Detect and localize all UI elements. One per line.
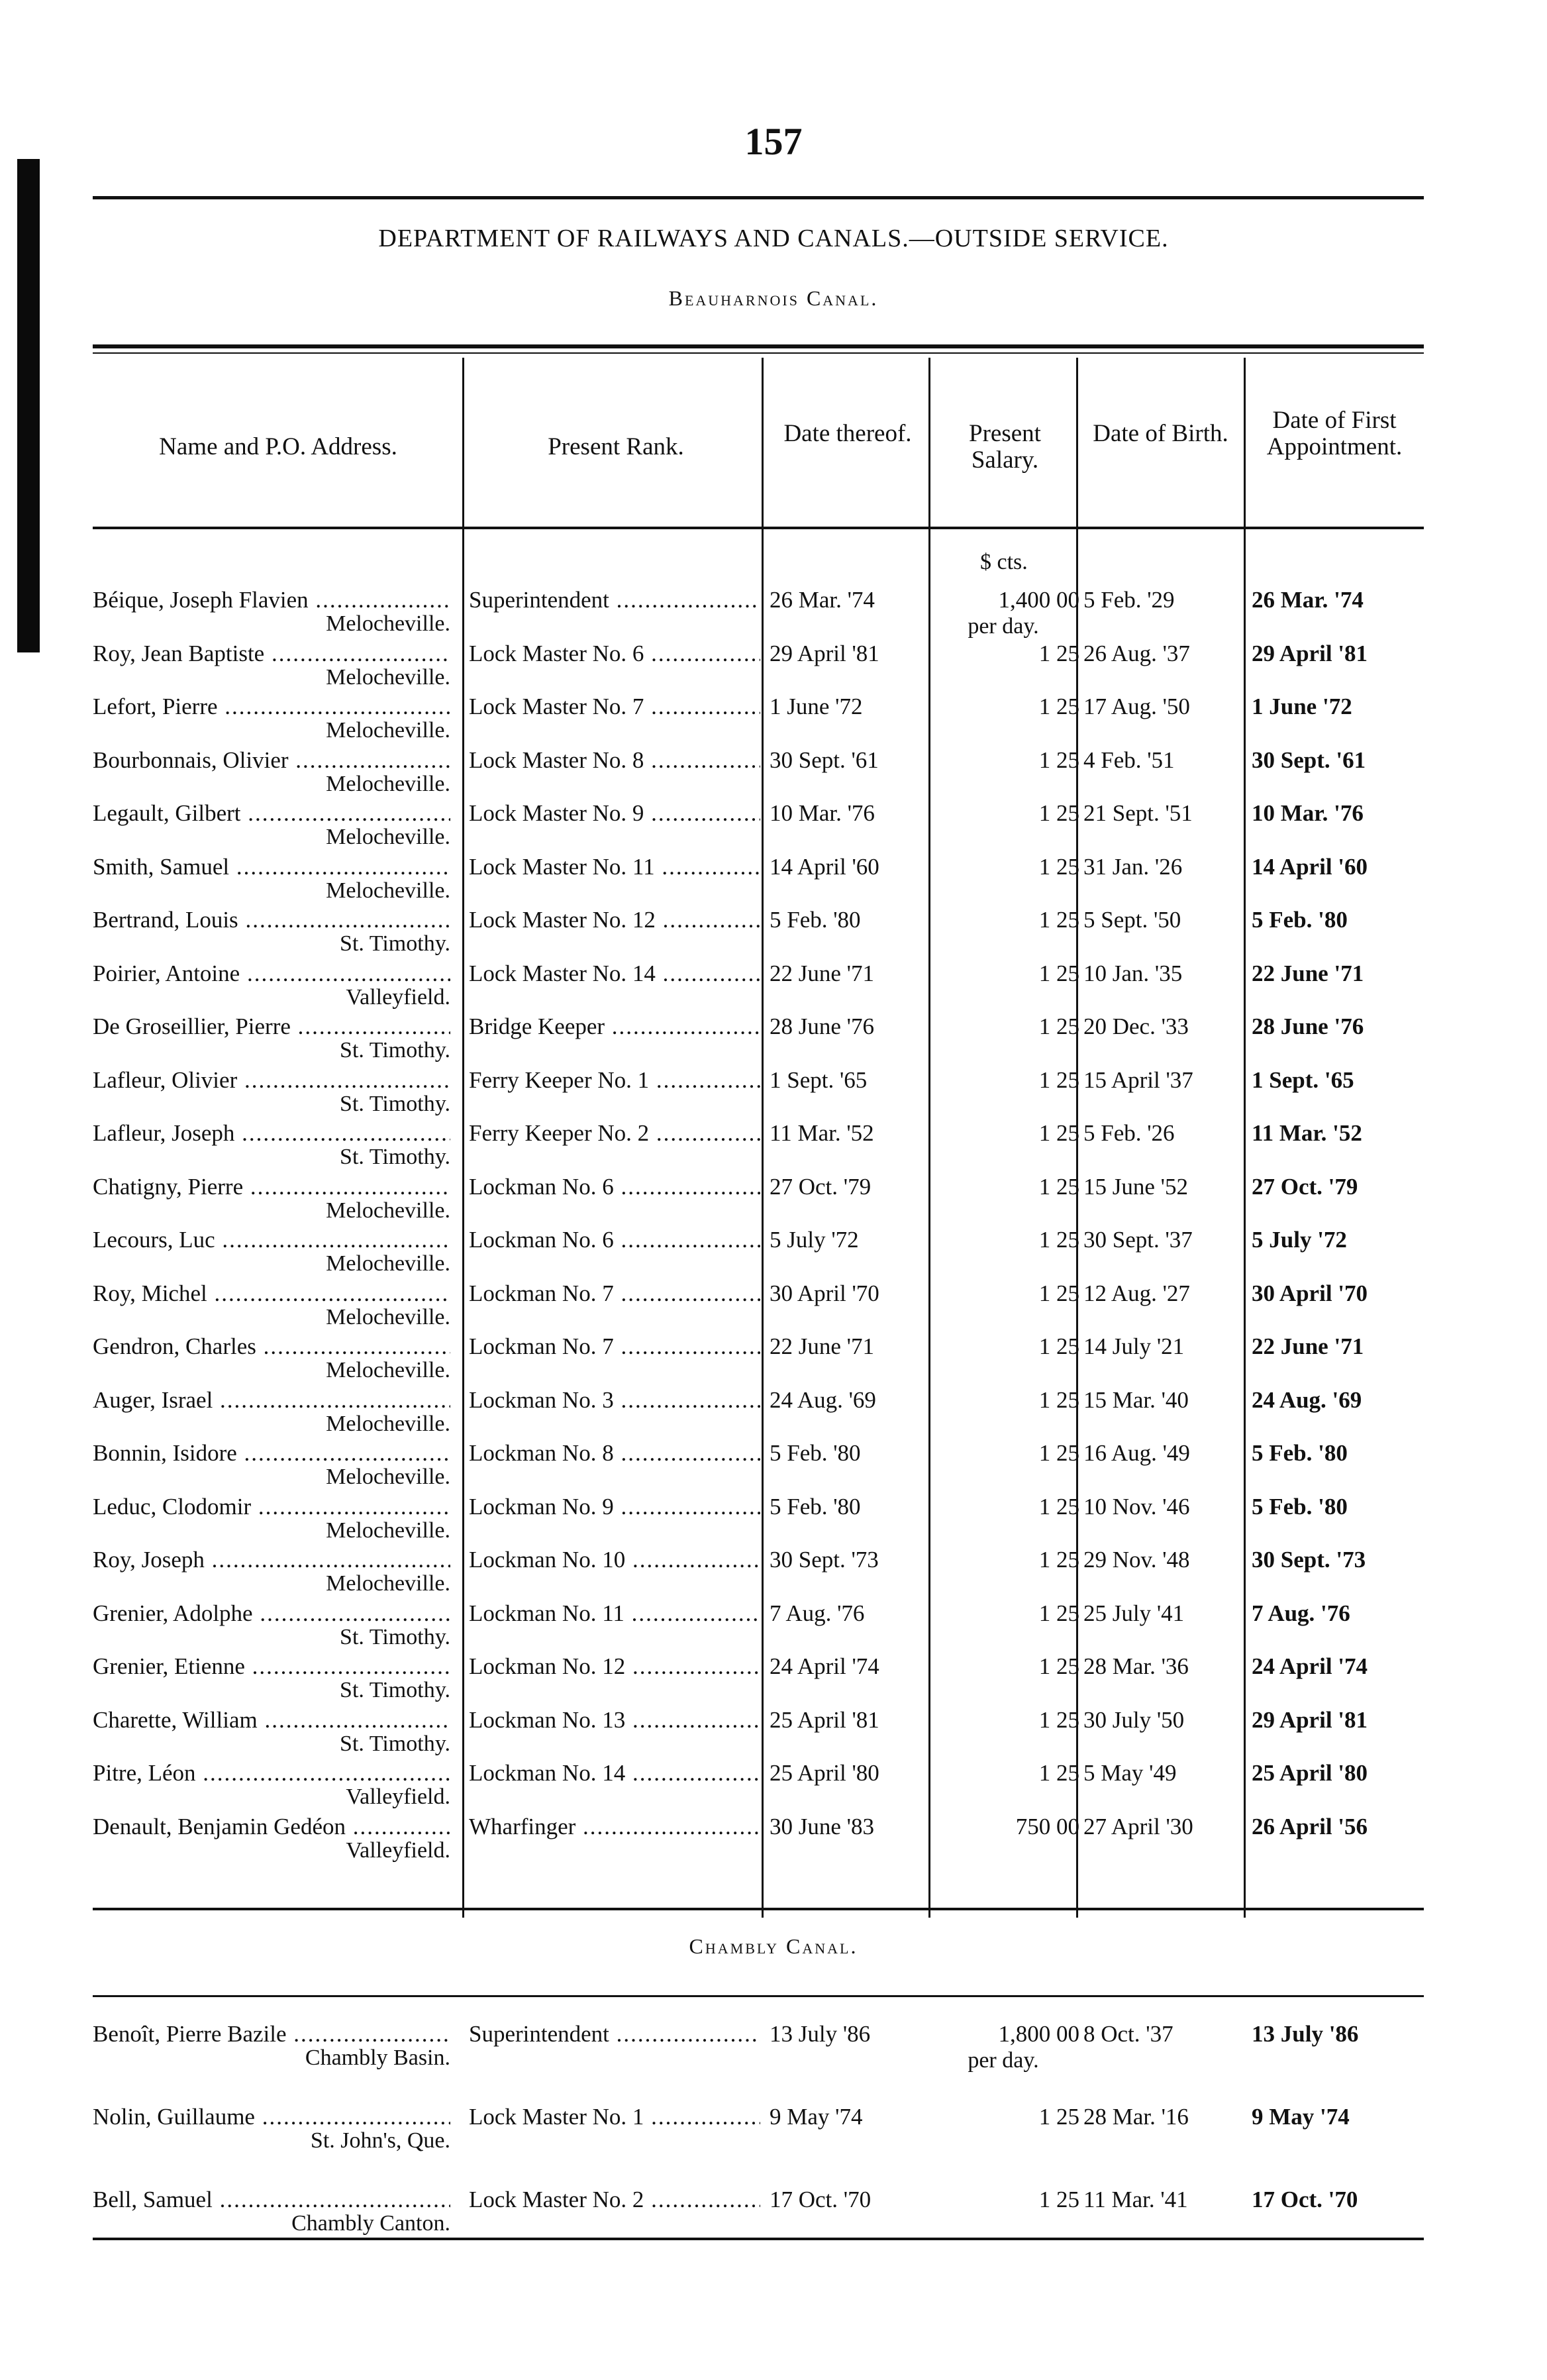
employee-name: Poirier, Antoine .....: [93, 960, 450, 988]
top-rule: [93, 196, 1424, 199]
date-of-birth: 15 April '37: [1083, 1066, 1193, 1093]
post-office-address: Melocheville.: [326, 1411, 450, 1436]
present-rank: Superintendent .....: [469, 2020, 760, 2048]
date-first-appointment: 5 Feb. '80: [1252, 1493, 1348, 1520]
date-of-birth: 25 July '41: [1083, 1600, 1185, 1626]
present-rank: Lock Master No. 12 .....: [469, 906, 760, 934]
col-header-date-thereof: Date thereof.: [783, 420, 912, 447]
present-rank: Lockman No. 6 .....: [469, 1226, 760, 1254]
present-salary: 1,400 00: [998, 587, 1079, 613]
employee-name: Gendron, Charles .....: [93, 1333, 450, 1361]
present-rank: Lock Master No. 6 .....: [469, 640, 760, 668]
table-row: [0, 1119, 1547, 1171]
present-salary: 1 25: [1038, 1600, 1079, 1626]
table-row: [0, 1600, 1547, 1651]
chambly-top-rule: [93, 1995, 1424, 1997]
col-header-salary: Present Salary.: [969, 420, 1041, 474]
employee-name: Charette, William .....: [93, 1706, 450, 1734]
date-of-birth: 20 Dec. '33: [1083, 1013, 1189, 1039]
date-thereof: 30 June '83: [770, 1813, 874, 1839]
present-salary: 1 25: [1038, 1760, 1079, 1786]
date-thereof: 14 April '60: [770, 853, 879, 880]
table-row: [0, 1706, 1547, 1758]
post-office-address: Chambly Basin.: [305, 2045, 450, 2070]
page-number: 157: [744, 120, 803, 163]
post-office-address: Chambly Canton.: [291, 2211, 450, 2236]
present-rank: Lock Master No. 9 .....: [469, 800, 760, 827]
present-salary: 1 25: [1038, 960, 1079, 986]
present-salary: 1 25: [1038, 800, 1079, 826]
date-of-birth: 28 Mar. '16: [1083, 2104, 1189, 2130]
employee-name: Benoît, Pierre Bazile .....: [93, 2020, 450, 2048]
post-office-address: Melocheville.: [326, 718, 450, 743]
post-office-address: Valleyfield.: [346, 1837, 450, 1863]
date-thereof: 5 Feb. '80: [770, 1493, 861, 1520]
date-thereof: 17 Oct. '70: [770, 2187, 872, 2212]
post-office-address: Melocheville.: [326, 825, 450, 849]
table-row: [0, 586, 1547, 638]
date-of-birth: 5 Feb. '26: [1083, 1120, 1175, 1146]
col-header-name: Name and P.O. Address.: [159, 433, 397, 460]
date-of-birth: 30 Sept. '37: [1083, 1227, 1193, 1253]
post-office-address: St. Timothy.: [340, 1678, 450, 1702]
employee-name: Roy, Michel .....: [93, 1280, 450, 1308]
date-first-appointment: 5 Feb. '80: [1252, 1440, 1348, 1466]
post-office-address: Melocheville.: [326, 1304, 450, 1329]
date-of-birth: 5 Feb. '29: [1083, 587, 1175, 613]
date-thereof: 11 Mar. '52: [770, 1120, 874, 1146]
employee-name: Lafleur, Joseph .....: [93, 1119, 450, 1147]
date-thereof: 1 Sept. '65: [770, 1066, 868, 1093]
employee-name: Bell, Samuel .....: [93, 2186, 450, 2214]
date-thereof: 25 April '81: [770, 1706, 879, 1733]
table-row: [0, 1066, 1547, 1118]
post-office-address: St. John's, Que.: [310, 2128, 450, 2153]
present-rank: Superintendent .....: [469, 586, 760, 614]
salary-units: $ cts.: [980, 550, 1028, 574]
date-first-appointment: 24 Aug. '69: [1252, 1386, 1362, 1413]
page-title: DEPARTMENT OF RAILWAYS AND CANALS.—OUTSIDE SERVICE.: [378, 225, 1169, 252]
present-salary: 1 25: [1038, 853, 1079, 880]
table-row: [0, 1013, 1547, 1064]
present-rank: Ferry Keeper No. 1 .....: [469, 1066, 760, 1094]
date-thereof: 30 Sept. '61: [770, 747, 879, 773]
per-day-note: per day.: [968, 614, 1039, 639]
employee-name: Lafleur, Olivier .....: [93, 1066, 450, 1094]
present-rank: Wharfinger .....: [469, 1813, 760, 1841]
table-row: [0, 747, 1547, 798]
col-header-birth: Date of Birth.: [1093, 420, 1228, 447]
employee-name: Bonnin, Isidore .....: [93, 1439, 450, 1467]
date-of-birth: 31 Jan. '26: [1083, 853, 1183, 880]
employee-name: Roy, Jean Baptiste .....: [93, 640, 450, 668]
table-row: [0, 960, 1547, 1011]
date-thereof: 29 April '81: [770, 640, 879, 666]
date-thereof: 22 June '71: [770, 1333, 874, 1359]
date-of-birth: 12 Aug. '27: [1083, 1280, 1190, 1306]
post-office-address: St. Timothy.: [340, 1624, 450, 1649]
employee-name: Legault, Gilbert .....: [93, 800, 450, 827]
post-office-address: St. Timothy.: [340, 1731, 450, 1756]
col-header-first-appointment: Date of First Appointment.: [1266, 407, 1403, 460]
employee-name: De Groseillier, Pierre .....: [93, 1013, 450, 1041]
present-rank: Lock Master No. 7 .....: [469, 693, 760, 721]
present-rank: Lockman No. 13 .....: [469, 1706, 760, 1734]
date-first-appointment: 22 June '71: [1252, 960, 1364, 986]
present-rank: Lock Master No. 8 .....: [469, 747, 760, 774]
present-rank: Lockman No. 10 .....: [469, 1546, 760, 1574]
present-salary: 1 25: [1038, 2104, 1079, 2130]
date-of-birth: 15 Mar. '40: [1083, 1386, 1189, 1413]
employee-name: Lecours, Luc .....: [93, 1226, 450, 1254]
table-row: [0, 800, 1547, 851]
table-row: [0, 1759, 1547, 1811]
date-thereof: 27 Oct. '79: [770, 1173, 872, 1200]
date-first-appointment: 14 April '60: [1252, 853, 1368, 880]
date-of-birth: 10 Jan. '35: [1083, 960, 1183, 986]
date-thereof: 26 Mar. '74: [770, 587, 875, 613]
date-first-appointment: 5 July '72: [1252, 1227, 1347, 1253]
present-rank: Lockman No. 12 .....: [469, 1653, 760, 1681]
per-day-note: per day.: [968, 2048, 1039, 2073]
date-first-appointment: 7 Aug. '76: [1252, 1600, 1350, 1626]
present-rank: Lockman No. 7 .....: [469, 1333, 760, 1361]
date-of-birth: 26 Aug. '37: [1083, 640, 1190, 666]
employee-name: Auger, Israel .....: [93, 1386, 450, 1414]
date-first-appointment: 29 April '81: [1252, 1706, 1368, 1733]
date-first-appointment: 30 April '70: [1252, 1280, 1368, 1306]
date-first-appointment: 24 April '74: [1252, 1653, 1368, 1679]
present-salary: 1 25: [1038, 747, 1079, 773]
present-salary: 1 25: [1038, 1066, 1079, 1093]
post-office-address: Melocheville.: [326, 1465, 450, 1489]
date-first-appointment: 17 Oct. '70: [1252, 2187, 1358, 2212]
present-salary: 1 25: [1038, 1706, 1079, 1733]
date-first-appointment: 29 April '81: [1252, 640, 1368, 666]
date-thereof: 25 April '80: [770, 1760, 879, 1786]
date-thereof: 30 Sept. '73: [770, 1547, 879, 1573]
date-of-birth: 10 Nov. '46: [1083, 1493, 1190, 1520]
post-office-address: Melocheville.: [326, 878, 450, 903]
table-row: [0, 693, 1547, 745]
employee-name: Denault, Benjamin Gedéon .....: [93, 1813, 450, 1841]
employee-name: Bertrand, Louis .....: [93, 906, 450, 934]
post-office-address: Melocheville.: [326, 1358, 450, 1382]
date-first-appointment: 1 June '72: [1252, 694, 1352, 719]
date-of-birth: 17 Aug. '50: [1083, 694, 1190, 719]
section-end-rule: [93, 1908, 1424, 1910]
table-row: [0, 1226, 1547, 1278]
date-first-appointment: 11 Mar. '52: [1252, 1120, 1362, 1146]
present-salary: 1 25: [1038, 694, 1079, 719]
table-row: [0, 906, 1547, 958]
present-salary: 1 25: [1038, 1386, 1079, 1413]
post-office-address: Melocheville.: [326, 664, 450, 690]
date-of-birth: 14 July '21: [1083, 1333, 1185, 1359]
date-of-birth: 5 May '49: [1083, 1760, 1177, 1786]
present-salary: 1 25: [1038, 640, 1079, 666]
employee-name: Pitre, Léon .....: [93, 1759, 450, 1787]
employee-name: Bourbonnais, Olivier .....: [93, 747, 450, 774]
present-rank: Lockman No. 11 .....: [469, 1600, 760, 1628]
date-of-birth: 28 Mar. '36: [1083, 1653, 1189, 1679]
employee-name: Roy, Joseph .....: [93, 1546, 450, 1574]
table-row: [0, 1280, 1547, 1331]
date-thereof: 5 July '72: [770, 1227, 859, 1253]
post-office-address: Melocheville.: [326, 611, 450, 636]
date-of-birth: 21 Sept. '51: [1083, 800, 1193, 826]
date-thereof: 9 May '74: [770, 2104, 863, 2130]
employee-name: Grenier, Adolphe .....: [93, 1600, 450, 1628]
post-office-address: Melocheville.: [326, 1198, 450, 1223]
present-rank: Lockman No. 8 .....: [469, 1439, 760, 1467]
date-first-appointment: 28 June '76: [1252, 1013, 1364, 1039]
date-first-appointment: 10 Mar. '76: [1252, 800, 1364, 826]
post-office-address: Melocheville.: [326, 1518, 450, 1543]
present-salary: 1 25: [1038, 1440, 1079, 1466]
present-rank: Lock Master No. 11 .....: [469, 853, 760, 881]
date-of-birth: 11 Mar. '41: [1083, 2187, 1188, 2212]
date-thereof: 5 Feb. '80: [770, 907, 861, 933]
post-office-address: Valleyfield.: [346, 1785, 450, 1809]
post-office-address: St. Timothy.: [340, 1145, 450, 1169]
present-salary: 750 00: [1015, 1813, 1079, 1839]
col-header-rank: Present Rank.: [548, 433, 684, 460]
present-rank: Lockman No. 9 .....: [469, 1493, 760, 1521]
table-row: [0, 1333, 1547, 1384]
post-office-address: Melocheville.: [326, 1251, 450, 1276]
employee-name: Chatigny, Pierre .....: [93, 1173, 450, 1201]
table-row: [0, 1813, 1547, 1865]
date-thereof: 24 April '74: [770, 1653, 879, 1679]
table-row: [0, 2186, 1547, 2238]
present-rank: Lock Master No. 1 .....: [469, 2103, 760, 2131]
employee-name: Nolin, Guillaume .....: [93, 2103, 450, 2131]
present-rank: Lock Master No. 14 .....: [469, 960, 760, 988]
table-row: [0, 1546, 1547, 1598]
date-thereof: 22 June '71: [770, 960, 874, 986]
date-first-appointment: 22 June '71: [1252, 1333, 1364, 1359]
date-thereof: 30 April '70: [770, 1280, 879, 1306]
date-first-appointment: 25 April '80: [1252, 1760, 1368, 1786]
present-rank: Lock Master No. 2 .....: [469, 2186, 760, 2214]
present-salary: 1 25: [1038, 1173, 1079, 1200]
date-thereof: 28 June '76: [770, 1013, 874, 1039]
date-of-birth: 15 June '52: [1083, 1173, 1188, 1200]
date-of-birth: 5 Sept. '50: [1083, 907, 1181, 933]
table-row: [0, 853, 1547, 905]
date-of-birth: 30 July '50: [1083, 1706, 1185, 1733]
bottom-rule: [93, 2238, 1424, 2240]
present-salary: 1 25: [1038, 907, 1079, 933]
present-rank: Lockman No. 14 .....: [469, 1759, 760, 1787]
table-row: [0, 1439, 1547, 1491]
post-office-address: St. Timothy.: [340, 1091, 450, 1116]
date-thereof: 24 Aug. '69: [770, 1386, 876, 1413]
table-top-rule: [93, 344, 1424, 348]
present-rank: Lockman No. 6 .....: [469, 1173, 760, 1201]
post-office-address: Melocheville.: [326, 771, 450, 796]
date-first-appointment: 26 Mar. '74: [1252, 587, 1364, 613]
present-salary: 1 25: [1038, 1653, 1079, 1679]
date-thereof: 1 June '72: [770, 694, 863, 719]
date-first-appointment: 27 Oct. '79: [1252, 1173, 1358, 1200]
present-rank: Lockman No. 3 .....: [469, 1386, 760, 1414]
post-office-address: Valleyfield.: [346, 984, 450, 1009]
table-row: [0, 1173, 1547, 1225]
present-rank: Lockman No. 7 .....: [469, 1280, 760, 1308]
date-of-birth: 8 Oct. '37: [1083, 2021, 1173, 2047]
date-thereof: 5 Feb. '80: [770, 1440, 861, 1466]
present-salary: 1 25: [1038, 1227, 1079, 1253]
employee-name: Béique, Joseph Flavien .....: [93, 586, 450, 614]
present-salary: 1 25: [1038, 1547, 1079, 1573]
header-bottom-rule: [93, 527, 1424, 529]
employee-name: Smith, Samuel .....: [93, 853, 450, 881]
post-office-address: St. Timothy.: [340, 931, 450, 956]
present-salary: 1 25: [1038, 1280, 1079, 1306]
present-salary: 1 25: [1038, 1493, 1079, 1520]
date-first-appointment: 1 Sept. '65: [1252, 1066, 1354, 1093]
date-thereof: 13 July '86: [770, 2021, 871, 2047]
present-salary: 1,800 00: [998, 2021, 1079, 2047]
date-thereof: 10 Mar. '76: [770, 800, 875, 826]
post-office-address: St. Timothy.: [340, 1038, 450, 1062]
section-title-chambly: Chambly Canal.: [689, 1934, 858, 1958]
table-row: [0, 1653, 1547, 1704]
table-row: [0, 2103, 1547, 2155]
date-first-appointment: 13 July '86: [1252, 2021, 1359, 2047]
date-first-appointment: 26 April '56: [1252, 1813, 1368, 1839]
table-row: [0, 1493, 1547, 1545]
table-top-rule-thin: [93, 352, 1424, 354]
date-thereof: 7 Aug. '76: [770, 1600, 865, 1626]
present-salary: 1 25: [1038, 2187, 1079, 2212]
present-rank: Bridge Keeper .....: [469, 1013, 760, 1041]
present-salary: 1 25: [1038, 1333, 1079, 1359]
present-salary: 1 25: [1038, 1120, 1079, 1146]
employee-name: Lefort, Pierre .....: [93, 693, 450, 721]
date-first-appointment: 5 Feb. '80: [1252, 907, 1348, 933]
table-row: [0, 640, 1547, 692]
employee-name: Grenier, Etienne .....: [93, 1653, 450, 1681]
table-row: [0, 1386, 1547, 1438]
post-office-address: Melocheville.: [326, 1571, 450, 1596]
section-title-beauharnois: Beauharnois Canal.: [668, 286, 879, 310]
date-first-appointment: 30 Sept. '61: [1252, 747, 1366, 773]
table-row: [0, 2020, 1547, 2072]
date-of-birth: 4 Feb. '51: [1083, 747, 1175, 773]
date-first-appointment: 30 Sept. '73: [1252, 1547, 1366, 1573]
present-salary: 1 25: [1038, 1013, 1079, 1039]
date-first-appointment: 9 May '74: [1252, 2104, 1350, 2130]
date-of-birth: 16 Aug. '49: [1083, 1440, 1190, 1466]
date-of-birth: 29 Nov. '48: [1083, 1547, 1190, 1573]
present-rank: Ferry Keeper No. 2 .....: [469, 1119, 760, 1147]
date-of-birth: 27 April '30: [1083, 1813, 1193, 1839]
employee-name: Leduc, Clodomir .....: [93, 1493, 450, 1521]
